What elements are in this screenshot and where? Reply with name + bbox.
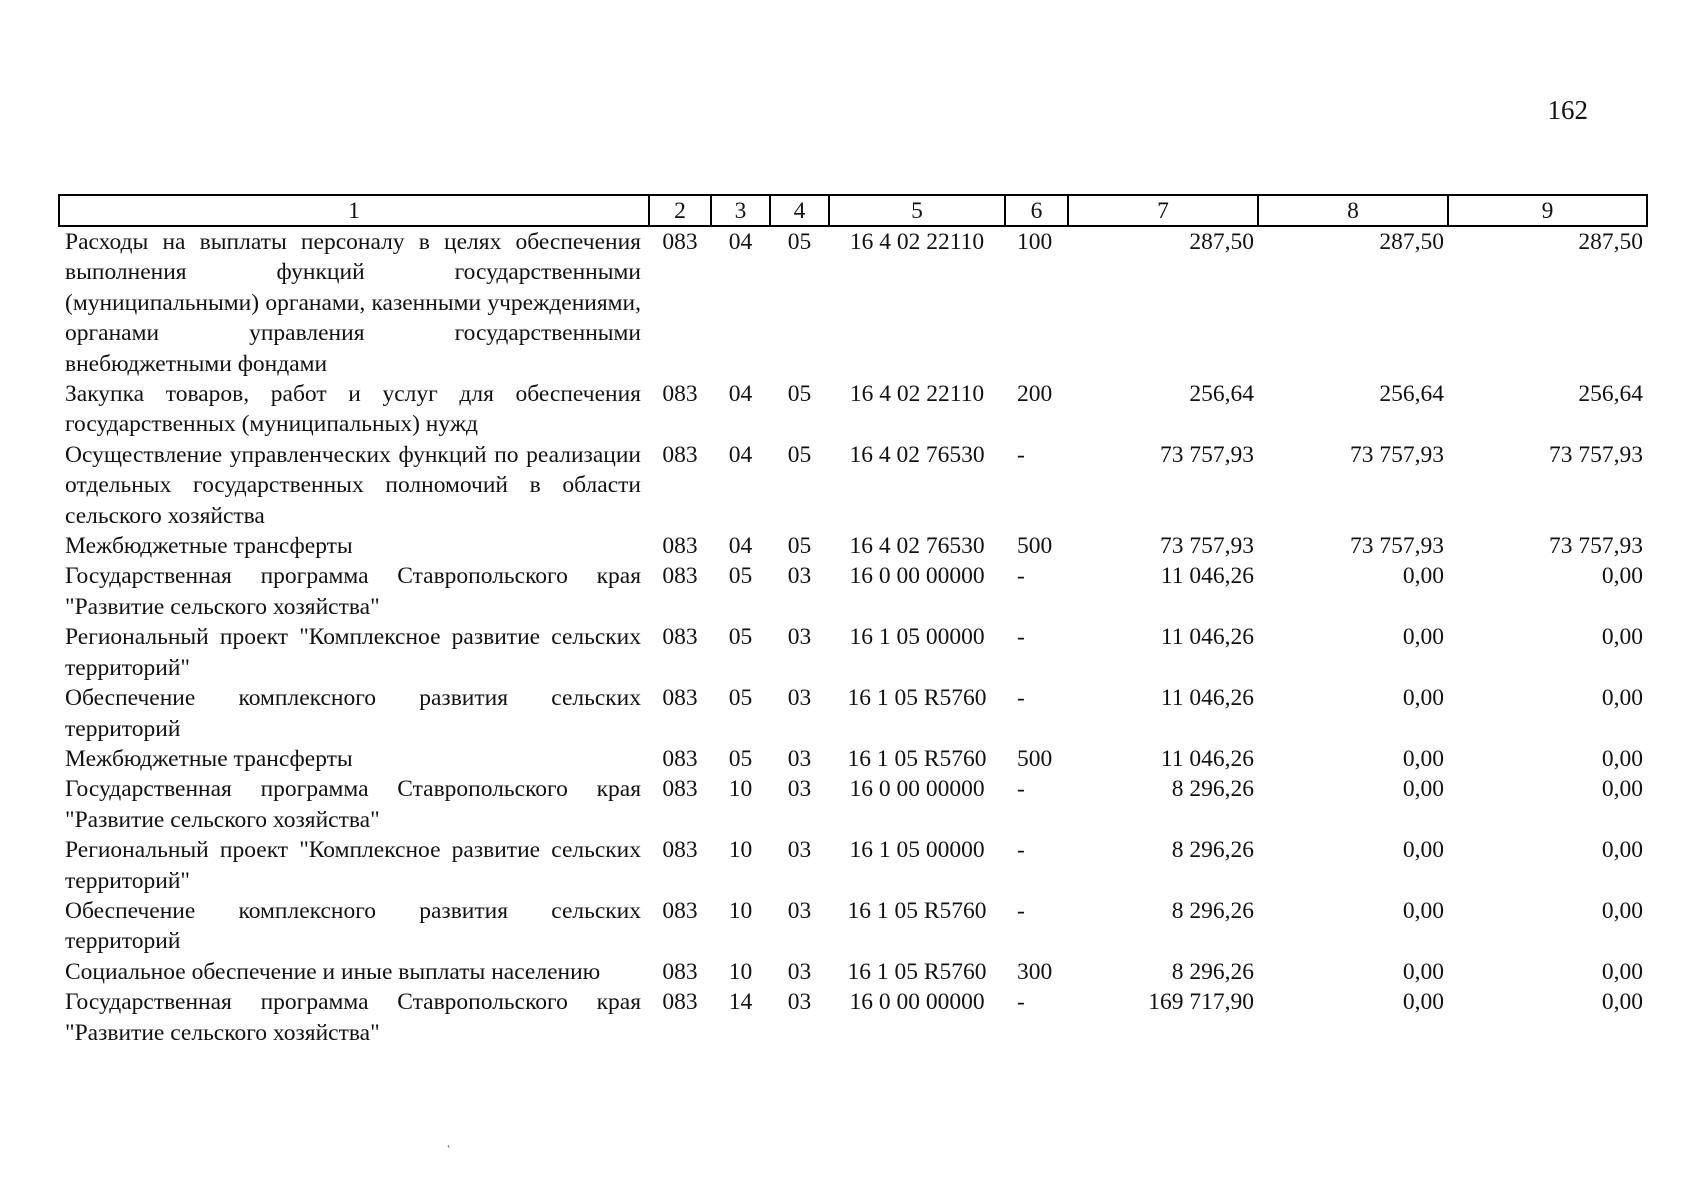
cell-target-article: 16 0 00 00000	[849, 776, 985, 803]
cell-expense-type: 100	[1017, 229, 1053, 255]
cell-amount-7: 73 757,93	[1160, 533, 1254, 560]
cell-amount-7: 169 717,90	[1148, 989, 1254, 1016]
table-row	[59, 440, 1647, 531]
table-row	[59, 896, 1647, 957]
cell-expense-type: 500	[1017, 533, 1053, 560]
cell-expense-type: 300	[1017, 958, 1053, 985]
cell-expense-type: -	[1017, 837, 1025, 864]
header-row	[59, 195, 1647, 226]
cell-section: 04	[728, 229, 753, 255]
cell-name: Межбюджетные трансферты	[65, 745, 353, 772]
header-cell-9: 9	[1448, 195, 1647, 226]
header-cell-2: 2	[649, 195, 711, 226]
cell-section: 14	[728, 989, 753, 1016]
cell-amount-9: 0,00	[1601, 897, 1643, 924]
cell-name: Закупка товаров, работ и услуг для обеспечения государственных (муниципальных) нужд	[65, 381, 641, 438]
page-number: 162	[1547, 95, 1588, 125]
cell-name: Обеспечение комплексного развития сельских территорий	[65, 897, 641, 955]
budget-table	[58, 194, 1648, 1048]
cell-amount-7: 8 296,26	[1171, 958, 1254, 985]
cell-name: Обеспечение комплексного развития сельских территорий	[65, 685, 641, 742]
cell-amount-7: 11 046,26	[1160, 685, 1254, 712]
cell-amount-7: 287,50	[1189, 229, 1254, 255]
cell-amount-8: 0,00	[1402, 685, 1444, 712]
cell-expense-type: -	[1017, 989, 1025, 1016]
cell-target-article: 16 4 02 76530	[849, 533, 985, 560]
cell-amount-9: 0,00	[1601, 563, 1643, 590]
cell-amount-8: 0,00	[1402, 563, 1444, 590]
cell-section: 10	[728, 776, 753, 803]
header-cell-3: 3	[711, 195, 770, 226]
header-cell-5: 5	[829, 195, 1005, 226]
cell-subsection: 05	[787, 381, 812, 408]
cell-subsection: 05	[787, 441, 812, 468]
cell-amount-7: 11 046,26	[1160, 745, 1254, 772]
cell-amount-7: 73 757,93	[1160, 441, 1254, 468]
header-cell-1: 1	[59, 195, 649, 226]
cell-ministry-code: 083	[662, 958, 698, 985]
cell-target-article: 16 1 05 00000	[849, 624, 985, 651]
cell-name: Региональный проект "Комплексное развитие сельских территорий"	[65, 624, 641, 681]
cell-ministry-code: 083	[662, 837, 698, 864]
cell-ministry-code: 083	[662, 229, 698, 255]
header-cell-4: 4	[770, 195, 829, 226]
cell-ministry-code: 083	[662, 441, 698, 468]
cell-amount-8: 0,00	[1402, 989, 1444, 1016]
cell-subsection: 03	[787, 837, 812, 864]
cell-amount-7: 11 046,26	[1160, 624, 1254, 651]
cell-amount-9: 0,00	[1601, 745, 1643, 772]
cell-ministry-code: 083	[662, 533, 698, 560]
cell-section: 05	[728, 685, 753, 712]
header-cell-7: 7	[1068, 195, 1258, 226]
cell-amount-8: 0,00	[1402, 837, 1444, 864]
cell-subsection: 03	[787, 685, 812, 712]
cell-amount-8: 0,00	[1402, 776, 1444, 803]
cell-section: 10	[728, 837, 753, 864]
cell-expense-type: -	[1017, 624, 1025, 651]
table-row	[59, 744, 1647, 774]
cell-name: Региональный проект "Комплексное развитие сельских территорий"	[65, 837, 641, 894]
cell-expense-type: 200	[1017, 381, 1053, 408]
cell-expense-type: -	[1017, 776, 1025, 803]
cell-target-article: 16 1 05 R5760	[847, 958, 987, 985]
cell-amount-7: 8 296,26	[1171, 776, 1254, 803]
cell-ministry-code: 083	[662, 381, 698, 408]
cell-ministry-code: 083	[662, 745, 698, 772]
cell-expense-type: -	[1017, 897, 1025, 924]
table-row	[59, 622, 1647, 683]
table-row	[59, 957, 1647, 987]
table-row	[59, 531, 1647, 561]
table-row	[59, 987, 1647, 1048]
cell-ministry-code: 083	[662, 685, 698, 712]
table-body	[59, 226, 1647, 1048]
table-row	[59, 379, 1647, 440]
cell-subsection: 03	[787, 745, 812, 772]
cell-expense-type: -	[1017, 441, 1025, 468]
cell-subsection: 05	[787, 533, 812, 560]
cell-name: Государственная программа Ставропольского края "Развитие сельского хозяйства"	[65, 989, 641, 1046]
cell-subsection: 03	[787, 958, 812, 985]
table-header	[59, 195, 1647, 226]
cell-name: Межбюджетные трансферты	[65, 533, 353, 560]
cell-amount-8: 0,00	[1402, 745, 1444, 772]
cell-section: 04	[728, 381, 753, 408]
cell-ministry-code: 083	[662, 776, 698, 803]
cell-amount-9: 0,00	[1601, 776, 1643, 803]
cell-section: 05	[728, 624, 753, 651]
cell-subsection: 05	[787, 229, 812, 255]
cell-amount-8: 0,00	[1402, 958, 1444, 985]
cell-expense-type: 500	[1017, 745, 1053, 772]
cell-section: 05	[728, 563, 753, 590]
cell-amount-9: 73 757,93	[1549, 441, 1643, 468]
cell-amount-9: 0,00	[1601, 837, 1643, 864]
cell-target-article: 16 4 02 22110	[849, 381, 985, 408]
cell-section: 10	[728, 897, 753, 924]
cell-amount-8: 73 757,93	[1350, 533, 1444, 560]
cell-target-article: 16 0 00 00000	[849, 563, 985, 590]
cell-name: Расходы на выплаты персоналу в целях обеспечения выполнения функций государственными (муниципальными) органами, казенными учреждениями, органами управления государственными внебюджетными фондами	[65, 229, 641, 377]
cell-subsection: 03	[787, 897, 812, 924]
cell-ministry-code: 083	[662, 563, 698, 590]
cell-amount-8: 287,50	[1379, 229, 1444, 255]
cell-name: Государственная программа Ставропольского края "Развитие сельского хозяйства"	[65, 563, 641, 620]
cell-amount-8: 0,00	[1402, 897, 1444, 924]
cell-amount-7: 8 296,26	[1171, 837, 1254, 864]
cell-subsection: 03	[787, 624, 812, 651]
cell-section: 05	[728, 745, 753, 772]
header-cell-8: 8	[1258, 195, 1448, 226]
cell-amount-8: 73 757,93	[1350, 441, 1444, 468]
cell-amount-9: 73 757,93	[1549, 533, 1643, 560]
cell-target-article: 16 4 02 76530	[849, 441, 985, 468]
cell-subsection: 03	[787, 989, 812, 1016]
cell-section: 04	[728, 441, 753, 468]
table-row	[59, 561, 1647, 622]
cell-expense-type: -	[1017, 685, 1025, 712]
header-cell-6: 6	[1005, 195, 1068, 226]
cell-amount-9: 287,50	[1578, 229, 1643, 255]
cell-amount-9: 0,00	[1601, 624, 1643, 651]
cell-target-article: 16 1 05 00000	[849, 837, 985, 864]
cell-target-article: 16 1 05 R5760	[847, 685, 987, 712]
cell-target-article: 16 1 05 R5760	[847, 745, 987, 772]
table-row	[59, 683, 1647, 744]
cell-ministry-code: 083	[662, 897, 698, 924]
cell-section: 10	[728, 958, 753, 985]
cell-amount-7: 11 046,26	[1160, 563, 1254, 590]
scan-artifact: ˛	[447, 1134, 451, 1148]
cell-ministry-code: 083	[662, 624, 698, 651]
cell-amount-7: 8 296,26	[1171, 897, 1254, 924]
cell-subsection: 03	[787, 563, 812, 590]
cell-amount-8: 256,64	[1379, 381, 1444, 408]
cell-name: Осуществление управленческих функций по реализации отдельных государственных полномочий в области сельского хозяйства	[65, 441, 641, 529]
cell-amount-9: 0,00	[1601, 958, 1643, 985]
cell-amount-9: 0,00	[1601, 685, 1643, 712]
cell-target-article: 16 1 05 R5760	[847, 897, 987, 924]
table-row	[59, 226, 1647, 379]
cell-target-article: 16 0 00 00000	[849, 989, 985, 1016]
table-row	[59, 835, 1647, 896]
cell-ministry-code: 083	[662, 989, 698, 1016]
cell-expense-type: -	[1017, 563, 1025, 590]
cell-amount-9: 0,00	[1601, 989, 1643, 1016]
cell-section: 04	[728, 533, 753, 560]
cell-name: Социальное обеспечение и иные выплаты населению	[65, 958, 601, 985]
cell-amount-8: 0,00	[1402, 624, 1444, 651]
cell-target-article: 16 4 02 22110	[849, 229, 985, 255]
cell-subsection: 03	[787, 776, 812, 803]
cell-name: Государственная программа Ставропольского края "Развитие сельского хозяйства"	[65, 776, 641, 833]
cell-amount-7: 256,64	[1189, 381, 1254, 408]
cell-amount-9: 256,64	[1578, 381, 1643, 408]
table-row	[59, 774, 1647, 835]
